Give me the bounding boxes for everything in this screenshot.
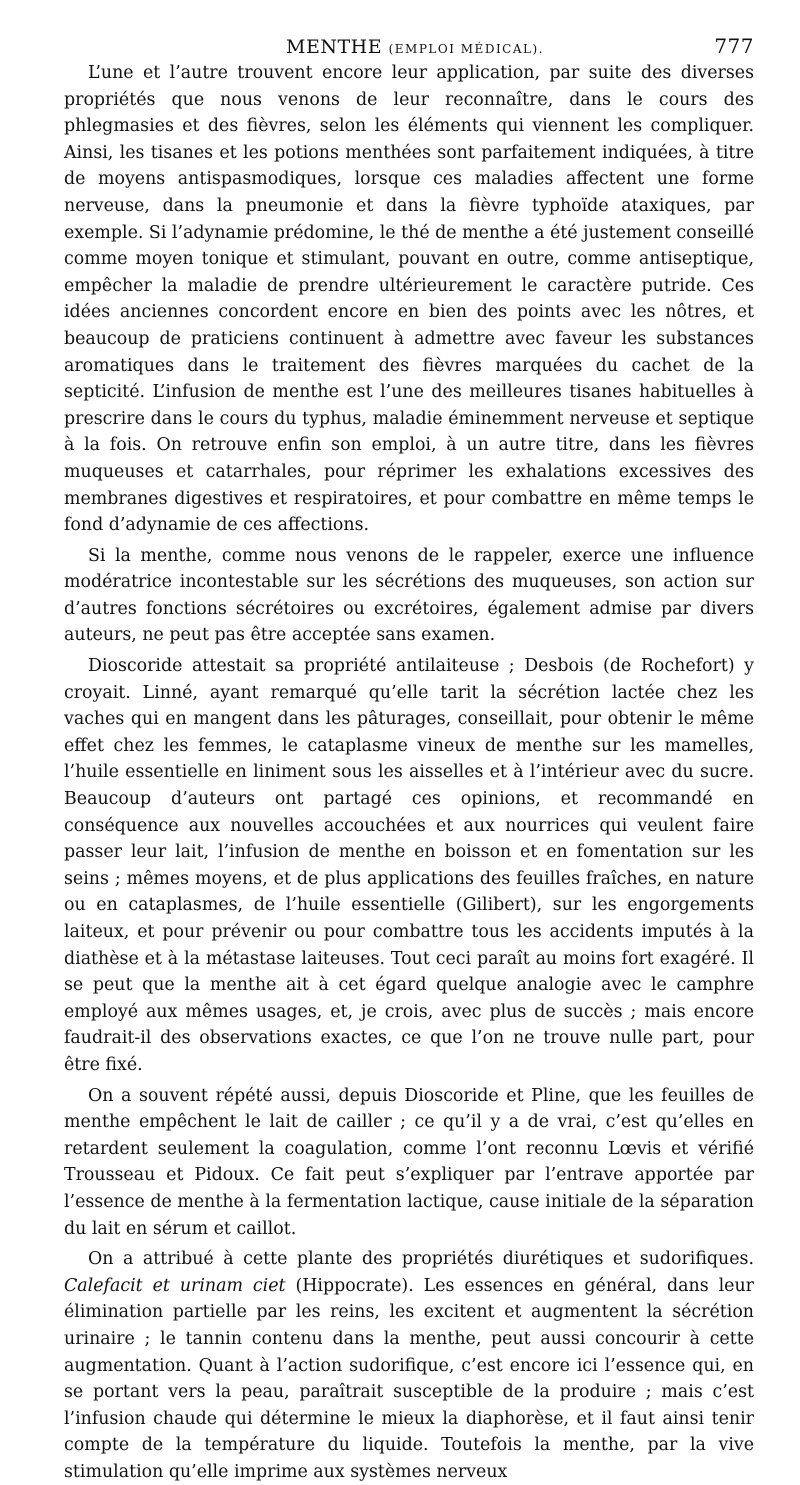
paragraph-1: L’une et l’autre trouvent encore leur application, par suite des diverses propriétés que nous venons de leur reconnaître, dans le cours des phlegmasies et des fièvres, selon les éléments qui viennent les compliquer. Ainsi, les tisanes et les potions menthées sont parfaitement indiquées, à titre de moyens antispasmodiques, lorsque ces maladies affectent une forme nerveuse, dans la pneumonie et dans la fièvre typhoïde ataxiques, par exemple. Si l’adynamie prédomine, le thé de menthe a été justement conseillé comme moyen tonique et stimulant, pouvant en outre, comme antiseptique, empêcher la maladie de prendre ultérieurement le caractère putride. Ces idées anciennes concordent encore en bien des points avec les nôtres, et beaucoup de praticiens continuent à admettre avec faveur les substances aromatiques dans le traitement des fièvres marquées du cachet de la septicité. L’infusion de menthe est l’une des meilleures tisanes habituelles à prescrire dans le cours du typhus, maladie éminemment nerveuse et septique à la fois. On retrouve enfin son emploi, à un autre titre, dans les fièvres muqueuses et catarrhales, pour réprimer les exhalations excessives des membranes digestives et respiratoires, et pour combattre en même temps le fond d’adynamie de ces affections. [64,63,754,536]
latin-quote: Calefacit et urinam ciet [64,1275,286,1296]
page-number: 777 [714,34,754,58]
paragraph-3: Dioscoride attestait sa propriété antilaiteuse ; Desbois (de Rochefort) y croyait. Linné, ayant remarqué qu’elle tarit la sécrétion lactée chez les vaches qui en mangent dans les pâturages, conseillait, pour obtenir le même effet chez les femmes, le cataplasme vineux de menthe sur les mamelles, l’huile essentielle en liniment sous les aisselles et à l’intérieur avec du sucre. Beaucoup d’auteurs ont partagé ces opinions, et recommandé en conséquence aux nouvelles accouchées et aux nourrices qui veulent faire passer leur lait, l’infusion de menthe en boisson et en fomentation sur les seins ; mêmes moyens, et de plus applications des feuilles fraîches, en nature ou en cataplasmes, de l’huile essentielle (Gilibert), sur les engorgements laiteux, et pour prévenir ou pour combattre tous les accidents imputés à la diathèse et à la métastase laiteuses. Tout ceci paraît au moins fort exagéré. Il se peut que la menthe ait à cet égard quelque analogie avec le camphre employé aux mêmes usages, et, je crois, avec plus de succès ; mais encore faudrait-il des observations exactes, ce que l’on ne trouve nulle part, pour être fixé. [64,656,754,1075]
paragraph-2: Si la menthe, comme nous venons de le rappeler, exerce une influence modératrice incontestable sur les sécrétions des muqueuses, son action sur d’autres fonctions sécrétoires ou excrétoires, également admise par divers auteurs, ne peut pas être acceptée sans examen. [64,545,754,646]
paragraph-5 [64,1246,754,1485]
paragraph-4: On a souvent répété aussi, depuis Dioscoride et Pline, que les feuilles de menthe empêchent le lait de cailler ; ce qu’il y a de vrai, c’est qu’elles en retardent seulement la coagulation, comme l’ont reconnu Lœvis et vérifié Trousseau et Pidoux. Ce fait peut s’expliquer par l’entrave apportée par l’essence de menthe à la fermentation lactique, cause initiale de la séparation du lait en sérum et caillot. [64,1085,754,1239]
running-head [286,36,544,58]
body-text [64,60,754,1485]
page-header [64,30,754,60]
running-head-title: MENTHE [286,36,383,58]
paragraph-5-start: On a attribué à cette plante des propriétés diurétiques et sudorifiques. [88,1249,754,1270]
running-head-subtitle: (EMPLOI MÉDICAL). [388,42,544,56]
paragraph-5-end: (Hippocrate). Les essences en général, dans leur élimination partielle par les reins, les excitent et augmentent la sécrétion urinaire ; le tannin contenu dans la menthe, peut aussi concourir à cette augmentation. Quant à l’action sudorifique, c’est encore ici l’essence qui, en se portant vers la peau, paraîtrait susceptible de la produire ; mais c’est l’infusion chaude qui détermine le mieux la diaphorèse, et il faut ainsi tenir compte de la température du liquide. Toutefois la menthe, par la vive stimulation qu’elle imprime aux systèmes nerveux [64,1275,754,1482]
